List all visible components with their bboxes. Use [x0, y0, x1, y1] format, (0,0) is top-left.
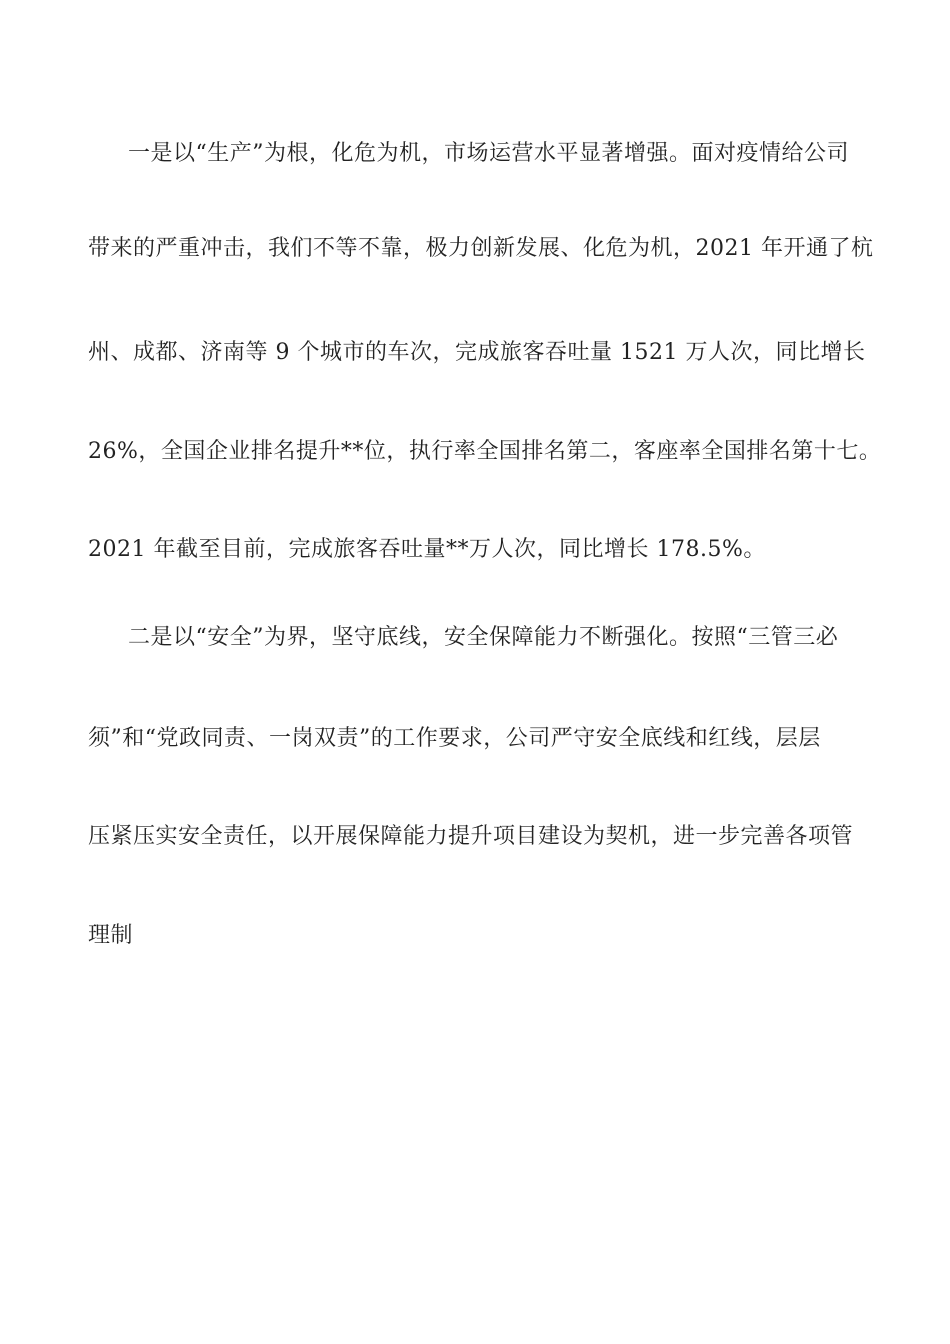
paragraph-2-line-3: 压紧压实安全责任，以开展保障能力提升项目建设为契机，进一步完善各项管: [88, 824, 854, 849]
paragraph-2-line-2: 须”和“党政同责、一岗双责”的工作要求，公司严守安全底线和红线，层层: [88, 726, 821, 751]
paragraph-1-line-5: 2021 年截至目前，完成旅客吞吐量**万人次，同比增长 178.5%。: [88, 537, 766, 562]
paragraph-2-line-4: 理制: [88, 923, 134, 948]
paragraph-1-line-1: 一是以“生产”为根，化危为机，市场运营水平显著增强。面对疫情给公司: [128, 141, 849, 166]
paragraph-1-line-4: 26%，全国企业排名提升**位，执行率全国排名第二，客座率全国排名第十七。: [88, 439, 882, 464]
paragraph-2-line-1: 二是以“安全”为界，坚守底线，安全保障能力不断强化。按照“三管三必: [128, 625, 839, 650]
paragraph-1-line-2: 带来的严重冲击，我们不等不靠，极力创新发展、化危为机，2021 年开通了杭: [88, 236, 874, 261]
paragraph-1-line-3: 州、成都、济南等 9 个城市的车次，完成旅客吞吐量 1521 万人次，同比增长: [88, 340, 866, 365]
